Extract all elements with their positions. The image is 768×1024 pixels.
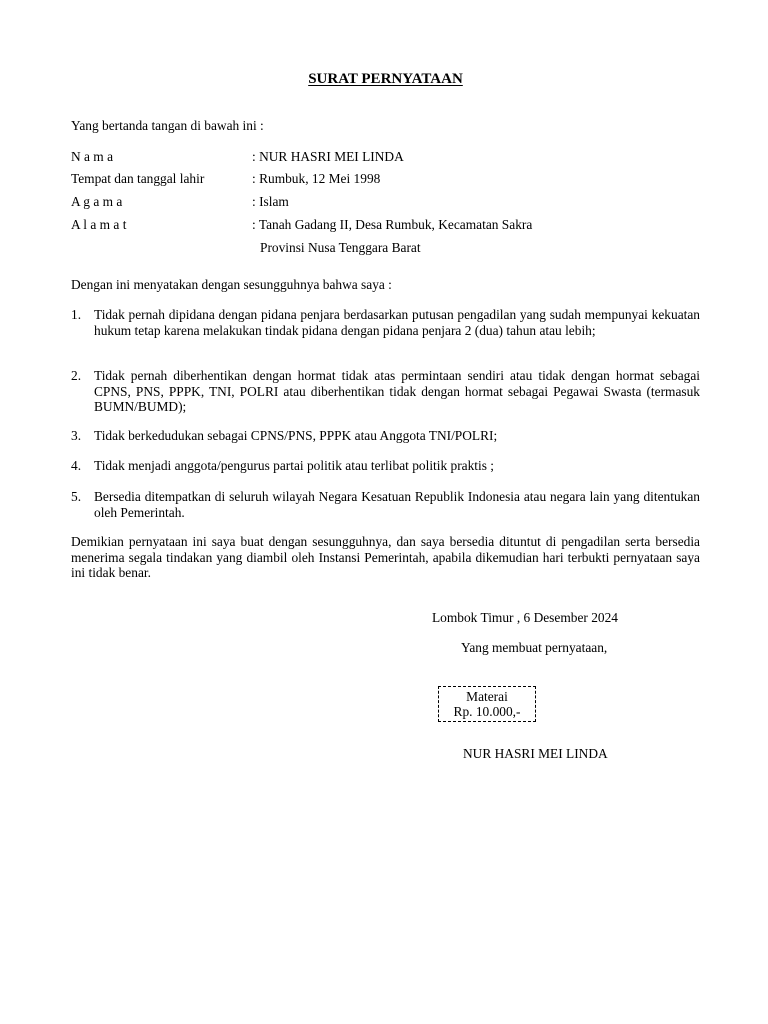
signer-name: NUR HASRI MEI LINDA (463, 746, 608, 761)
field-birth (71, 171, 711, 189)
list-text: Tidak menjadi anggota/pengurus partai politik atau terlibat politik praktis ; (94, 458, 495, 473)
list-item (71, 458, 700, 474)
field-label: N a m a (71, 149, 114, 164)
materai-stamp (438, 686, 536, 722)
list-item (71, 368, 700, 415)
closing-paragraph: Demikian pernyataan ini saya buat dengan sesungguhnya, dan saya bersedia dituntut di pengadilan serta bersedia menerima segala tindakan yang diambil oleh Instansi Pemerintah, apabila dikemudian hari terbukti pernyataan saya ini tidak benar. (71, 534, 700, 581)
list-text: Tidak pernah diberhentikan dengan hormat tidak atas permintaan sendiri atau tidak dengan hormat sebagai CPNS, PNS, PPPK, TNI, POLRI atau diberhentikan tidak dengan hormat sebagai Pegawai Swasta (termasuk BUMN/BUMD); (94, 368, 700, 415)
signer-label: Yang membuat pernyataan, (461, 640, 608, 655)
list-item (71, 428, 700, 444)
document-title: SURAT PERNYATAAN (308, 71, 463, 87)
list-number: 5. (71, 489, 82, 504)
list-item (71, 307, 700, 338)
list-number: 3. (71, 428, 82, 443)
list-text: Tidak berkedudukan sebagai CPNS/PNS, PPPK atau Anggota TNI/POLRI; (94, 428, 498, 443)
list-text: Tidak pernah dipidana dengan pidana penjara berdasarkan putusan pengadilan yang sudah mempunyai kekuatan hukum tetap karena melakukan tindak pidana dengan pidana penjara 2 (dua) tahun atau lebih; (94, 307, 700, 338)
field-label: A l a m a t (71, 217, 127, 232)
list-number: 4. (71, 458, 82, 473)
intro-text: Yang bertanda tangan di bawah ini : (71, 118, 264, 133)
field-religion (71, 194, 711, 212)
field-value: : Tanah Gadang II, Desa Rumbuk, Kecamatan Sakra (252, 217, 533, 232)
place-date: Lombok Timur , 6 Desember 2024 (432, 610, 618, 625)
stamp-line-2: Rp. 10.000,- (453, 704, 521, 720)
field-value: : Rumbuk, 12 Mei 1998 (252, 171, 381, 186)
field-value: : Islam (252, 194, 289, 209)
list-number: 2. (71, 368, 82, 383)
field-label: A g a m a (71, 194, 123, 209)
field-value: : NUR HASRI MEI LINDA (252, 149, 404, 164)
statement-text: Dengan ini menyatakan dengan sesungguhnya bahwa saya : (71, 277, 392, 292)
list-text: Bersedia ditempatkan di seluruh wilayah Negara Kesatuan Republik Indonesia atau negara lain yang ditentukan oleh Pemerintah. (94, 489, 700, 520)
field-name (71, 149, 711, 167)
list-item (71, 489, 700, 520)
field-address (71, 217, 711, 235)
list-number: 1. (71, 307, 82, 322)
field-label: Tempat dan tanggal lahir (71, 171, 205, 186)
address-continuation: Provinsi Nusa Tenggara Barat (260, 240, 421, 255)
stamp-line-1: Materai (466, 689, 508, 704)
